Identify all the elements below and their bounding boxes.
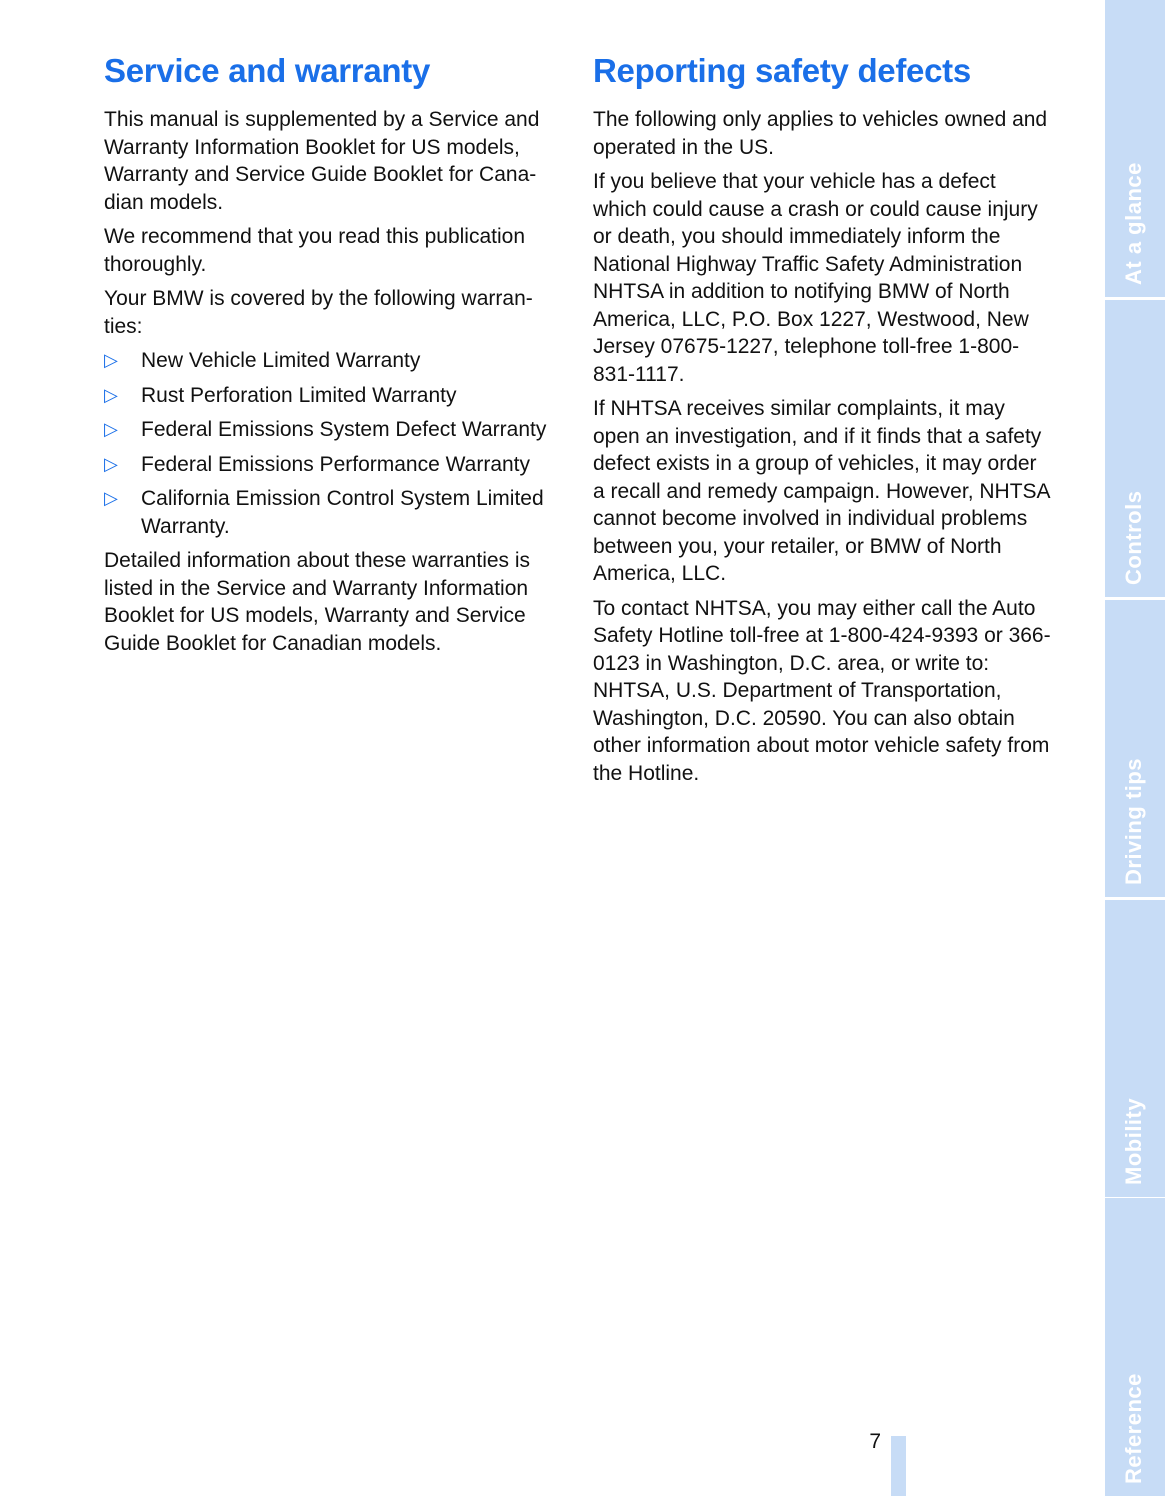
tab-driving-tips[interactable] <box>1105 600 1165 897</box>
paragraph: We recommend that you read this publication thoroughly. <box>104 225 526 276</box>
list-item-text: New Vehicle Limited Warranty <box>141 349 421 372</box>
paragraph: This manual is supplemented by a Service and Warranty Information Booklet for US models, Warranty and Service Guide Booklet for Cana-dian models. <box>104 108 540 214</box>
chapter-tabs <box>1105 0 1165 1496</box>
list-item-text: Rust Perforation Limited Warranty <box>141 383 457 407</box>
triangle-bullet-icon: ▷ <box>104 488 118 508</box>
tab-reference[interactable] <box>1105 1198 1165 1496</box>
triangle-bullet-icon: ▷ <box>104 384 118 405</box>
section-title-reporting-defects: Reporting safety defects <box>593 52 971 89</box>
paragraph: Detailed information about these warranties is listed in the Service and Warranty Information Booklet for US models, Warranty and Service Guide Booklet for Canadian models. <box>104 549 531 655</box>
list-item-text: Federal Emissions Performance Warranty <box>141 452 531 476</box>
paragraph: If you believe that your vehicle has a defect which could cause a crash or could cause injury or death, you should immediately inform the National Highway Traffic Safety Administration NHTSA in addition to notifying BMW of North America, LLC, P.O. Box 1227, Westwood, New Jersey 07675-1227, telephone toll-free 1-800-831-1117. <box>593 170 1038 386</box>
left-column <box>104 52 566 664</box>
tab-label: Reference <box>1121 1373 1146 1484</box>
page-marker <box>891 1436 906 1496</box>
triangle-bullet-icon: ▷ <box>104 350 118 370</box>
tab-label: At a glance <box>1121 162 1146 285</box>
list-item <box>104 382 566 410</box>
paragraph: Your BMW is covered by the following warran-ties: <box>104 287 533 338</box>
tab-mobility[interactable] <box>1105 900 1165 1197</box>
triangle-bullet-icon: ▷ <box>104 419 118 439</box>
triangle-bullet-icon: ▷ <box>104 453 118 474</box>
list-item <box>104 451 566 479</box>
paragraph: If NHTSA receives similar complaints, it may open an investigation, and if it finds that a safety defect exists in a group of vehicles, it may order a recall and remedy campaign. However, NHTSA cannot become involved in individual problems between you, your retailer, or BMW of North America, LLC. <box>593 397 1050 585</box>
list-item <box>104 347 566 375</box>
tab-label: Controls <box>1121 490 1146 585</box>
warranty-list <box>104 347 566 540</box>
paragraph: To contact NHTSA, you may either call the Auto Safety Hotline toll-free at 1-800-424-9393 or 366-0123 in Washington, D.C. area, or write to: NHTSA, U.S. Department of Transportation, Washington, D.C. 20590. You can also obtain other information about motor vehicle safety from the Hotline. <box>593 596 1051 785</box>
tab-controls[interactable] <box>1105 300 1165 597</box>
tab-at-a-glance[interactable] <box>1105 0 1165 297</box>
paragraph: The following only applies to vehicles owned and operated in the US. <box>593 108 1048 159</box>
list-item <box>104 485 566 540</box>
tab-label: Driving tips <box>1121 757 1146 885</box>
section-title-service-warranty: Service and warranty <box>104 52 430 89</box>
tab-label: Mobility <box>1121 1097 1146 1185</box>
list-item-text: Federal Emissions System Defect Warranty <box>141 418 547 441</box>
page-number: 7 <box>869 1430 881 1453</box>
list-item <box>104 416 566 444</box>
right-column <box>593 52 1053 794</box>
list-item-text: California Emission Control System Limited Warranty. <box>141 487 544 538</box>
